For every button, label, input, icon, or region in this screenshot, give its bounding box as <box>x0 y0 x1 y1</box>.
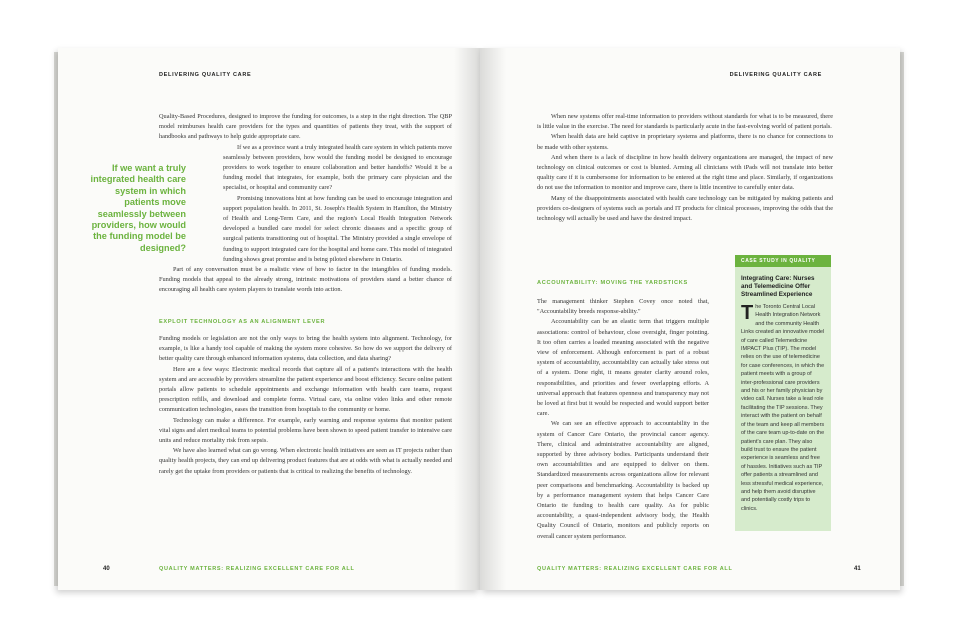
left-body-top <box>159 112 452 296</box>
case-study-text: he Toronto Central Local Health Integration Network and the community Health Links created an innovative model of care called Telemedicine IMPACT Plus (TIP). The model relies on the use of telemedicine for case conferences, in which the patient meets with a group of inter-professional care providers and his or her family physician by video call. Nurses take a lead role facilitating the TIP sessions. They interact with the patient on behalf of the team and keep all members of the care team up-to-date on the patient's care plan. They also build trust to ensure the patient experience is seamless and free of hassles. Initiatives such as TIP offer patients a streamlined and less stressful medical experience, and help them avoid disruptive and potentially costly trips to clinics. <box>741 304 825 512</box>
body-paragraph: Promising innovations hint at how funding can be used to encourage integration and support population health. In 2011, St. Joseph's Health System in Hamilton, the Ministry of Health and Long-Term Care, and the region's Local Health Integration Network developed a bundled care model for select chronic diseases and a specific group of surgical patients transitioning out of hospital. The Ministry provided a single envelope of funding to support integrated care for the hospital and home care. This model of integrated funding shows great promise and is being piloted elsewhere in Ontario. <box>223 194 452 263</box>
left-body-bottom <box>159 334 452 477</box>
body-paragraph: Accountability can be an elastic term that triggers multiple associations: control of behaviour, close oversight, finger pointing. It too often carries a loaded meaning associated with the negative view of enforcement. Although enforcement is part of a robust system of accountability, accountability can actually take stress out of a system. Done right, it means greater clarity around roles, responsibilities, and priorities and fewer overlapping efforts. A universal approach that features openness and transparency may not be loved at first but it would be respected and would support better care. <box>537 318 709 418</box>
gutter-shadow-right <box>480 48 506 590</box>
section-subhead-technology: EXPLOIT TECHNOLOGY AS AN ALIGNMENT LEVER <box>159 319 326 325</box>
body-paragraph: If we as a province want a truly integrated health care system in which patients move seamlessly between providers, how would the funding model be designed to encourage providers to work together to ensure collaboration and better handoffs? Would it be a funding model that integrates, for example, both the primary care physician and the specialist, or hospital and community care? <box>223 143 452 192</box>
body-paragraph: Here are a few ways: Electronic medical records that capture all of a patient's interactions with the health system and are accessible by providers streamline the patient experience and boost efficiency. Secure online patient portals allow patients to schedule appointments and exchange information with health care teams, request prescription refills, and download and complete forms. Virtual care, via online video links and other remote communication technologies, eases the transition from hospitals to the community or home. <box>159 365 452 414</box>
body-paragraph: The management thinker Stephen Covey once noted that, "Accountability breeds response-ability." <box>537 298 709 316</box>
body-paragraph: And when there is a lack of discipline in how health delivery organizations are managed, the impact of new technology on clinical outcomes or cost is blunted. Arming all clinicians with iPads will not translate into better quality care if it is cumbersome for information to be entered at the right time and place. Similarly, if organizations do not use the information to monitor and improve care, there is little incentive to carefully enter data. <box>537 153 833 192</box>
right-page <box>480 48 900 590</box>
page-edge-right <box>900 52 904 586</box>
section-subhead-accountability: ACCOUNTABILITY: MOVING THE YARDSTICKS <box>537 280 688 286</box>
case-study-label: CASE STUDY IN QUALITY <box>735 255 831 267</box>
left-page <box>58 48 480 590</box>
body-paragraph: Many of the disappointments associated with health care technology can be mitigated by making patients and providers co-designers of systems such as portals and IT products for clinical processes, improving the odds that the technology will actually be used and have the desired impact. <box>537 194 833 223</box>
footer-right: QUALITY MATTERS: REALIZING EXCELLENT CARE FOR ALL <box>537 566 733 572</box>
footer-left: QUALITY MATTERS: REALIZING EXCELLENT CARE FOR ALL <box>159 566 355 572</box>
body-paragraph: Funding models or legislation are not the only ways to bring the health system into alignment. Technology, for example, is like a handy tool capable of making the system more cohesive. So how do we support the delivery of better quality care through enhanced information systems, data collection, and data sharing? <box>159 335 452 363</box>
pull-quote: If we want a truly integrated health care system in which patients move seamlessly between providers, how would the funding model be designed? <box>90 163 186 253</box>
body-paragraph: We can see an effective approach to accountability in the system of Cancer Care Ontario, the provincial cancer agency. There, clinical and administrative accountability are aligned, supported by three advisory bodies. Participants understand their own accountabilities and are equipped to deliver on them. Standardized measurements across organizations allow for relevant peer comparisons and benchmarking. Accountability is backed up by a performance management system that helps Cancer Care Ontario tie funding to health care quality. As for public accountability, a quasi-independent advisory body, the Health Quality Council of Ontario, monitors and publicly reports on overall cancer system performance. <box>537 420 709 540</box>
case-study-box <box>735 255 831 531</box>
running-head-right: DELIVERING QUALITY CARE <box>729 72 822 78</box>
body-paragraph: When health data are held captive in proprietary systems and platforms, there is no chance for connections to be made with other systems. <box>537 133 833 151</box>
gutter-shadow-left <box>454 48 480 590</box>
page-number-right: 41 <box>854 566 861 572</box>
right-body-top <box>537 112 833 224</box>
body-paragraph: Technology can make a difference. For example, early warning and response systems that monitor patient vital signs and alert medical teams to potential problems have been shown to speed patient transfer to intensive care units and reduce mortality risk from sepsis. <box>159 416 452 445</box>
right-body-bottom <box>537 297 709 542</box>
page-number-left: 40 <box>103 566 110 572</box>
body-paragraph: Part of any conversation must be a realistic view of how to factor in the intangibles of funding models. Funding models that appeal to the already strong, intrinsic motivations of providers stand a better chance of encouraging all health care system players to translate words into action. <box>159 266 452 294</box>
running-head-left: DELIVERING QUALITY CARE <box>159 72 252 78</box>
body-paragraph: Quality-Based Procedures, designed to improve the funding for outcomes, is a step in the right direction. The QBP model reimburses health care providers for the types and quantities of patients they treat, with the support of handbooks and pathways to help guide appropriate care. <box>159 113 452 141</box>
case-study-title: Integrating Care: Nurses and Telemedicine Offer Streamlined Experience <box>741 275 815 298</box>
body-paragraph: We have also learned what can go wrong. When electronic health initiatives are seen as IT projects rather than quality health projects, they can end up delivering product features that are at odds with what is actually needed and rarely get the uptake from providers or patients that is critical to realizing the benefits of technology. <box>159 447 452 475</box>
drop-cap: T <box>741 302 754 324</box>
body-paragraph: When new systems offer real-time information to providers without standards for what is to be measured, there is little value in the exercise. The need for standards is particularly acute in the fast-evolving world of patient portals. <box>537 113 833 131</box>
case-study-body <box>735 299 831 513</box>
